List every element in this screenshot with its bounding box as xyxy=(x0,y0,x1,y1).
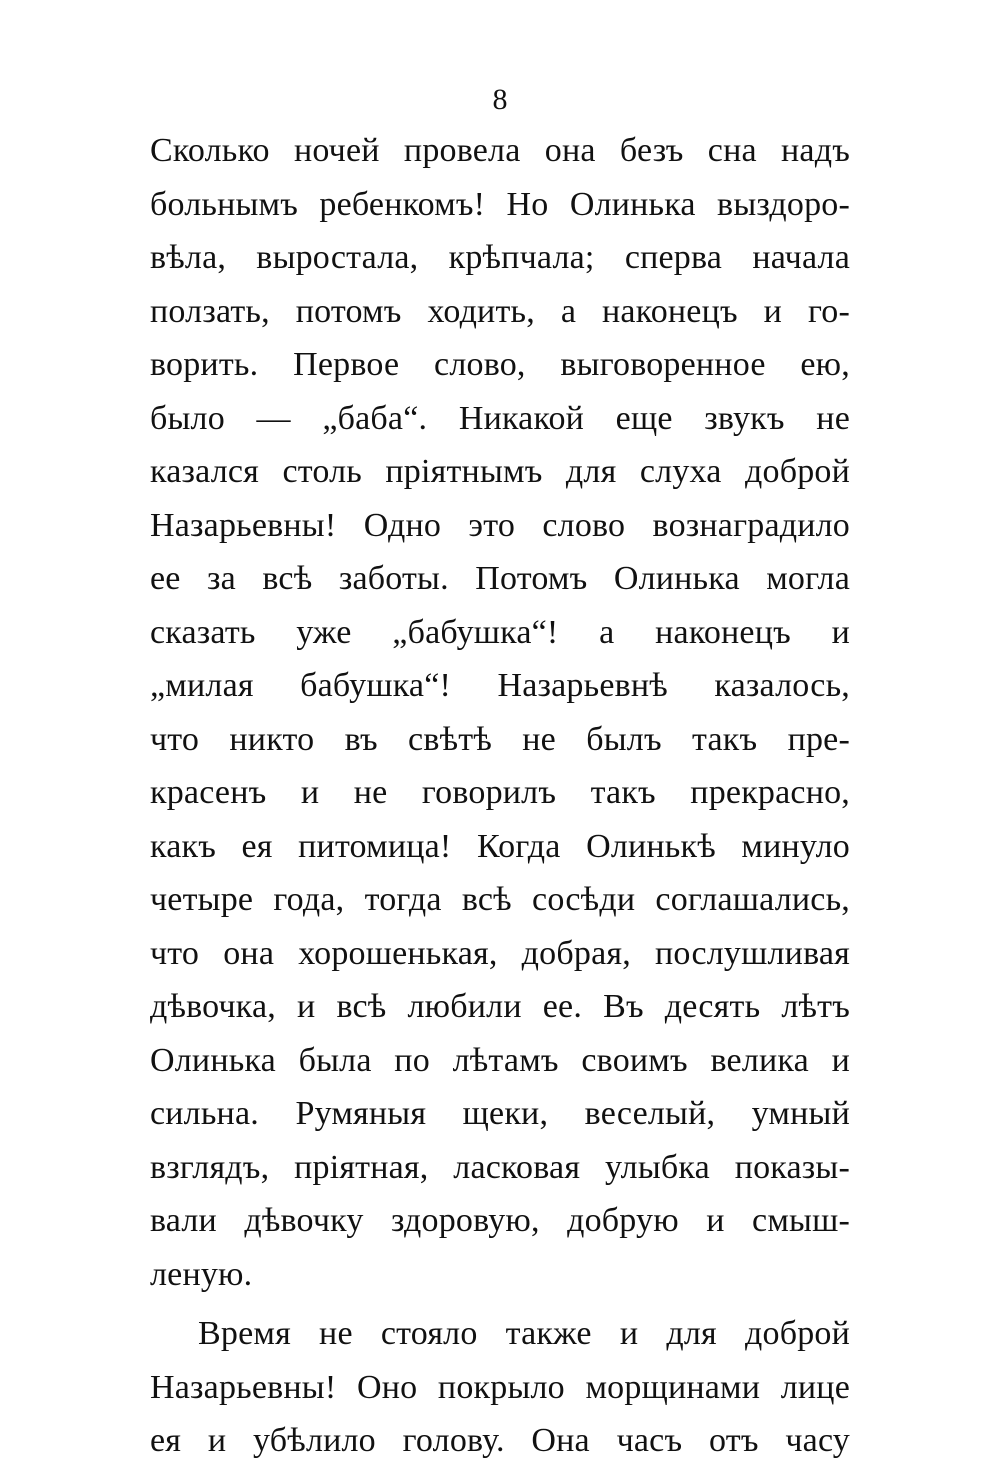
text-line: вали дѣвочку здоровую, добрую и смыш- xyxy=(150,1202,850,1239)
text-line: ее за всѣ заботы. Потомъ Олинька могла xyxy=(150,560,850,597)
text-line: „милая бабушка“! Назарьевнѣ казалось, xyxy=(150,667,850,704)
text-line: ползать, потомъ ходить, а наконецъ и го- xyxy=(150,292,850,330)
text-line: Время не стояло также и для доброй xyxy=(198,1315,850,1352)
text-line: казался столь пріятнымъ для слуха доброй xyxy=(150,453,850,490)
text-line: ея и убѣлило голову. Она часъ отъ часу xyxy=(150,1422,850,1459)
text-line: Назарьевны! Одно это слово вознаградило xyxy=(150,506,850,544)
paragraph-1 xyxy=(150,124,850,1301)
text-line: сильна. Румяныя щеки, веселый, умный xyxy=(150,1095,850,1132)
page-number: 8 xyxy=(492,83,508,116)
text-line: красенъ и не говорилъ такъ прекрасно, xyxy=(150,774,850,811)
body-text xyxy=(150,124,850,1468)
text-line: было — „баба“. Никакой еще звукъ не xyxy=(150,399,850,437)
text-line: дѣвочка, и всѣ любили ее. Въ десять лѣтъ xyxy=(150,988,850,1025)
text-line: Олинька была по лѣтамъ своимъ велика и xyxy=(150,1041,850,1079)
paragraph-2 xyxy=(150,1307,850,1468)
text-line: взглядъ, пріятная, ласковая улыбка показы- xyxy=(150,1148,850,1186)
text-line: Назарьевны! Оно покрыло морщинами лице xyxy=(150,1368,850,1406)
text-line: Сколько ночей провела она безъ сна надъ xyxy=(150,132,850,169)
text-line: ворить. Первое слово, выговоренное ею, xyxy=(150,346,850,383)
text-line: что никто въ свѣтѣ не былъ такъ пре- xyxy=(150,720,850,758)
text-line: вѣла, выростала, крѣпчала; сперва начала xyxy=(150,239,850,276)
text-line: больнымъ ребенкомъ! Но Олинька выздоро- xyxy=(150,185,850,223)
text-line: что она хорошенькая, добрая, послушливая xyxy=(150,934,850,972)
text-line: леную. xyxy=(150,1255,253,1293)
text-line: какъ ея питомица! Когда Олинькѣ минуло xyxy=(150,827,850,865)
text-line: сказать уже „бабушка“! а наконецъ и xyxy=(150,613,850,651)
text-line: четыре года, тогда всѣ сосѣди соглашались, xyxy=(150,881,850,918)
